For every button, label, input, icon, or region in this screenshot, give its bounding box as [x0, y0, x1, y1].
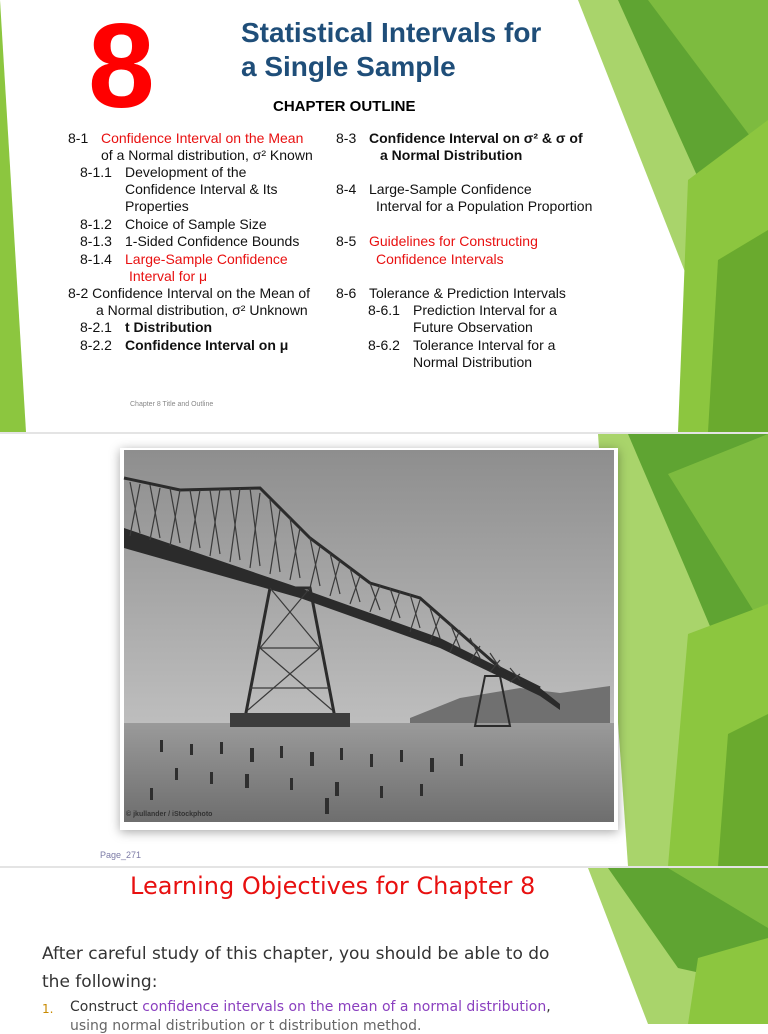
outline-8-1-num: 8-1 — [68, 130, 89, 146]
objective-1-link[interactable]: confidence intervals on the mean of a normal distribution — [142, 999, 547, 1015]
outline-8-1-2-num: 8-1.2 — [80, 216, 112, 232]
outline-8-1-title: Confidence Interval on the Mean — [101, 130, 304, 146]
bridge-photo — [120, 448, 618, 830]
outline-8-1-4-text-a: Large-Sample Confidence — [125, 251, 288, 267]
outline-8-1-1-text-c: Properties — [125, 198, 189, 214]
outline-8-5-text-a: Guidelines for Constructing — [369, 233, 538, 249]
bridge-photo-frame — [120, 448, 618, 830]
outline-8-4-text-a: Large-Sample Confidence — [369, 181, 532, 197]
outline-8-6-num: 8-6 — [336, 285, 357, 301]
learning-objectives-title: Learning Objectives for Chapter 8 — [130, 872, 536, 900]
outline-8-1-cont: of a Normal distribution, σ² Known — [101, 147, 313, 163]
outline-8-1-3-text: 1-Sided Confidence Bounds — [125, 233, 300, 249]
outline-8-6-1-text-a: Prediction Interval for a — [413, 302, 557, 318]
outline-8-3-num: 8-3 — [336, 130, 357, 146]
outline-heading: CHAPTER OUTLINE — [273, 98, 416, 115]
slide-bridge-photo — [0, 434, 768, 866]
outline-8-6-1-num: 8-6.1 — [368, 302, 400, 318]
green-chevron-decoration — [588, 868, 768, 1024]
slide-footer: Chapter 8 Title and Outline — [130, 401, 214, 408]
outline-8-1-1-num: 8-1.1 — [80, 164, 112, 180]
learning-objectives-intro: After careful study of this chapter, you should be able to do the following: — [42, 944, 550, 992]
outline-8-4-num: 8-4 — [336, 181, 357, 197]
title-line-1: Statistical Intervals for — [241, 17, 542, 48]
photo-credit: © jkullander / iStockphoto — [126, 811, 213, 818]
outline-8-2-2-num: 8-2.2 — [80, 337, 112, 353]
outline-8-3-text-a: Confidence Interval on σ² & σ of — [369, 130, 583, 146]
outline-8-4-text-b: Interval for a Population Proportion — [376, 198, 593, 214]
outline-8-1-1-text-b: Confidence Interval & Its — [125, 181, 278, 197]
page-label: Page_271 — [100, 850, 142, 860]
green-left-strip-decoration — [0, 0, 30, 432]
objective-1-line-2: using normal distribution or t distribution method. — [70, 1018, 422, 1034]
outline-8-2-2-text: Confidence Interval on μ — [125, 337, 289, 353]
outline-8-5-text-b: Confidence Intervals — [376, 251, 504, 267]
outline-8-6-2-text-b: Normal Distribution — [413, 354, 533, 370]
objective-1-pre: Construct — [70, 999, 143, 1015]
title-line-2: a Single Sample — [241, 51, 456, 82]
objective-1-number: 1. — [42, 1002, 54, 1016]
outline-8-2-line-2: a Normal distribution, σ² Unknown — [96, 302, 308, 318]
outline-8-1-4-text-b: Interval for μ — [129, 268, 208, 284]
outline-8-6-2-num: 8-6.2 — [368, 337, 400, 353]
outline-8-1-1-text-a: Development of the — [125, 164, 247, 180]
outline-8-1-2-text: Choice of Sample Size — [125, 216, 267, 232]
slide-learning-objectives — [0, 868, 768, 1034]
outline-8-2-line-1: 8-2 Confidence Interval on the Mean of — [68, 285, 311, 301]
outline-8-3-text-b: a Normal Distribution — [380, 147, 523, 163]
outline-8-2-1-num: 8-2.1 — [80, 319, 112, 335]
chapter-number: 8 — [88, 0, 155, 133]
outline-8-6-1-text-b: Future Observation — [413, 319, 533, 335]
outline-8-2-1-text: t Distribution — [125, 319, 213, 335]
outline-8-1-4-num: 8-1.4 — [80, 251, 112, 267]
outline-8-5-num: 8-5 — [336, 233, 357, 249]
outline-8-6-text: Tolerance & Prediction Intervals — [369, 285, 566, 301]
outline-8-6-2-text-a: Tolerance Interval for a — [413, 337, 556, 353]
outline-8-1-3-num: 8-1.3 — [80, 233, 112, 249]
slide-chapter-outline — [0, 0, 768, 432]
objective-1-post: , — [546, 999, 551, 1015]
chapter-title — [241, 16, 601, 84]
objective-1 — [70, 999, 551, 1015]
